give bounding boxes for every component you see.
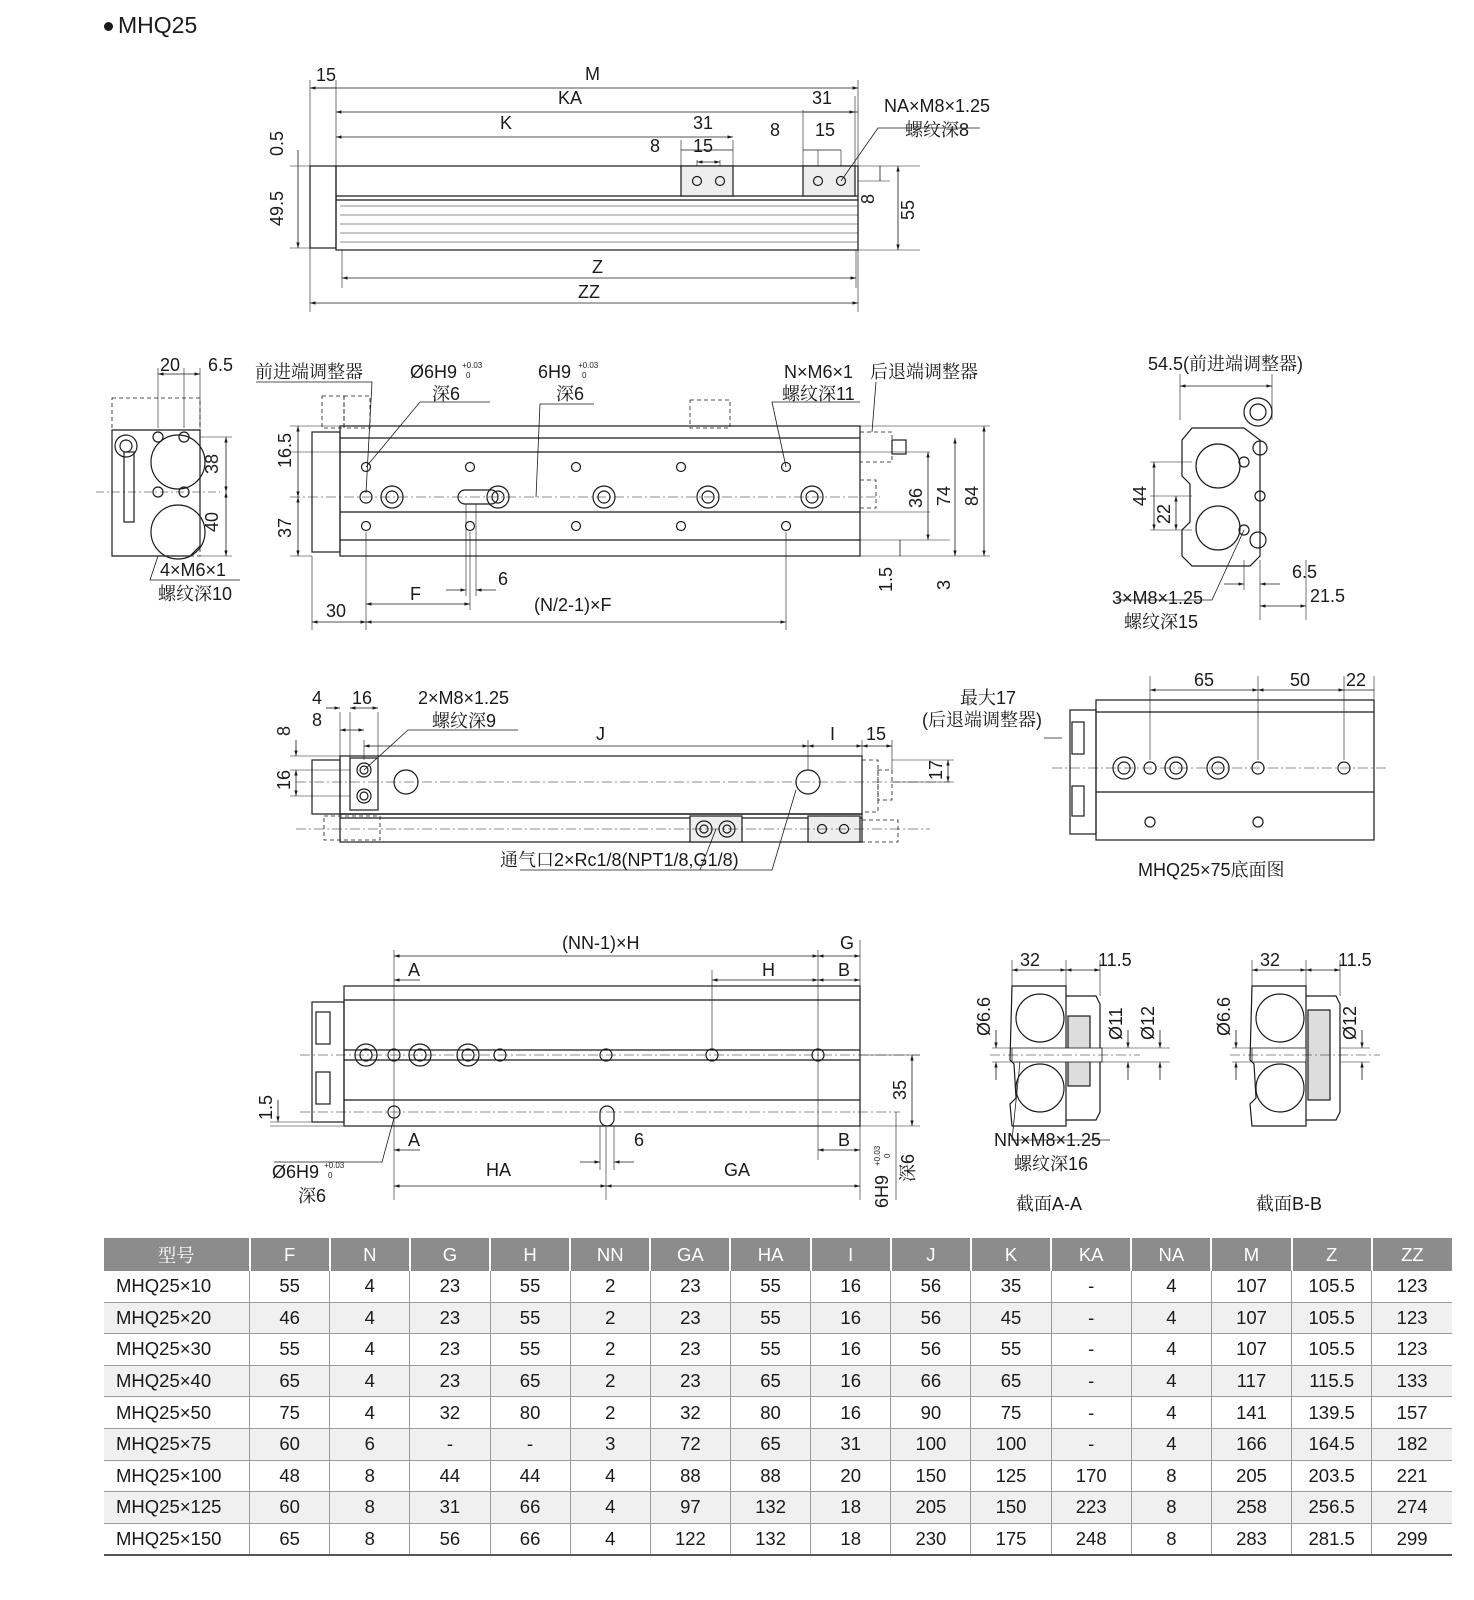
dim-h: H <box>762 960 775 980</box>
value-cell: 31 <box>410 1492 490 1524</box>
dim-35: 35 <box>890 1079 910 1100</box>
column-header: KA <box>1051 1238 1131 1271</box>
dim-8-a: 8 <box>770 120 781 140</box>
dim-phi12-b: Ø12 <box>1340 1005 1360 1040</box>
thread-depth-11: 螺纹深11 <box>782 384 855 404</box>
table-row <box>104 1397 1452 1429</box>
dim-54-5: 54.5(前进端调整器) <box>1148 354 1304 374</box>
thread-note-2: 螺纹深8 <box>905 120 970 140</box>
dim-32-b: 32 <box>1260 950 1281 970</box>
value-cell: 4 <box>330 1397 410 1429</box>
dim-b-bottom: B <box>838 1130 851 1150</box>
value-cell: 32 <box>410 1397 490 1429</box>
table-header-row <box>104 1238 1452 1271</box>
value-cell: 6 <box>330 1428 410 1460</box>
value-cell: 100 <box>891 1428 971 1460</box>
dim-15-b: 15 <box>693 136 714 156</box>
value-cell: 18 <box>811 1523 891 1555</box>
dim-44: 44 <box>1130 485 1150 506</box>
value-cell: 3 <box>570 1428 650 1460</box>
dim-1-5: 1.5 <box>876 566 896 592</box>
dim-z: Z <box>592 257 603 277</box>
column-header: H <box>490 1238 570 1271</box>
value-cell: 256.5 <box>1292 1492 1372 1524</box>
column-header: NN <box>570 1238 650 1271</box>
value-cell: 97 <box>650 1492 730 1524</box>
value-cell: 150 <box>891 1460 971 1492</box>
value-cell: 133 <box>1372 1365 1452 1397</box>
value-cell: 164.5 <box>1292 1428 1372 1460</box>
value-cell: 105.5 <box>1292 1334 1372 1366</box>
dim-8-c: 8 <box>858 193 878 204</box>
value-cell: 205 <box>1211 1460 1291 1492</box>
value-cell: 23 <box>650 1334 730 1366</box>
value-cell: 18 <box>811 1492 891 1524</box>
table-row <box>104 1460 1452 1492</box>
value-cell: 66 <box>490 1523 570 1555</box>
thread-depth-9: 螺纹深9 <box>432 711 497 731</box>
column-header: J <box>891 1238 971 1271</box>
dim-zz: ZZ <box>578 282 600 302</box>
dim-f: F <box>410 584 421 604</box>
section-bb <box>1230 960 1380 1126</box>
value-cell: 55 <box>730 1334 810 1366</box>
value-cell: 32 <box>650 1397 730 1429</box>
table-row <box>104 1334 1452 1366</box>
value-cell: 281.5 <box>1292 1523 1372 1555</box>
dim-31-b: 31 <box>693 113 714 133</box>
tol-lower-4: 0 <box>883 1153 892 1158</box>
dim-8-b: 8 <box>650 136 661 156</box>
column-header: HA <box>730 1238 810 1271</box>
dim-20: 20 <box>160 355 181 375</box>
dim-15: 15 <box>316 65 337 85</box>
dim-ha: HA <box>486 1160 512 1180</box>
value-cell: 4 <box>570 1460 650 1492</box>
value-cell: 4 <box>570 1492 650 1524</box>
value-cell: 274 <box>1372 1492 1452 1524</box>
dimension-table <box>104 1238 1452 1556</box>
dim-1-5-b: 1.5 <box>256 1094 276 1120</box>
value-cell: 65 <box>250 1365 330 1397</box>
value-cell: 16 <box>811 1302 891 1334</box>
tol-upper-1: +0.03 <box>462 361 483 370</box>
front-adjuster-label: 前进端调整器 <box>255 362 363 382</box>
value-cell: 4 <box>330 1302 410 1334</box>
dim-38: 38 <box>202 453 222 474</box>
value-cell: 132 <box>730 1523 810 1555</box>
dim-phi6-6-a: Ø6.6 <box>974 996 994 1036</box>
thread-depth-16: 螺纹深16 <box>1014 1154 1089 1174</box>
value-cell: 4 <box>1131 1271 1211 1302</box>
value-cell: 44 <box>490 1460 570 1492</box>
value-cell: 107 <box>1211 1271 1291 1302</box>
dim-15-mid: 15 <box>866 724 887 744</box>
tol-lower-1: 0 <box>466 371 471 380</box>
dim-ga: GA <box>724 1160 751 1180</box>
value-cell: - <box>1051 1397 1131 1429</box>
dim-22-b: 22 <box>1346 670 1367 690</box>
value-cell: 2 <box>570 1271 650 1302</box>
dim-m: M <box>585 64 600 84</box>
thread-depth-10: 螺纹深10 <box>158 584 233 604</box>
hole-phi6h9-b: Ø6H9 <box>272 1162 320 1182</box>
dim-b-top: B <box>838 960 851 980</box>
model-cell: MHQ25×40 <box>104 1365 250 1397</box>
value-cell: 46 <box>250 1302 330 1334</box>
dim-30: 30 <box>326 601 347 621</box>
bottom-view-labels <box>256 933 918 1208</box>
dim-65: 65 <box>1194 670 1215 690</box>
value-cell: 105.5 <box>1292 1302 1372 1334</box>
dim-ka: KA <box>558 88 583 108</box>
value-cell: - <box>1051 1365 1131 1397</box>
thread-4xm6: 4×M6×1 <box>160 560 227 580</box>
column-header: F <box>250 1238 330 1271</box>
hole-phi6h9: Ø6H9 <box>410 362 458 382</box>
value-cell: 2 <box>570 1365 650 1397</box>
column-header: Z <box>1292 1238 1372 1271</box>
column-header: GA <box>650 1238 730 1271</box>
value-cell: 55 <box>250 1271 330 1302</box>
value-cell: 141 <box>1211 1397 1291 1429</box>
section-bb-caption: 截面B-B <box>1256 1194 1323 1214</box>
top-view-labels <box>267 64 990 302</box>
value-cell: 31 <box>811 1428 891 1460</box>
model-cell: MHQ25×100 <box>104 1460 250 1492</box>
dim-16-top: 16 <box>352 688 373 708</box>
value-cell: 4 <box>570 1523 650 1555</box>
value-cell: 65 <box>490 1365 570 1397</box>
value-cell: 8 <box>1131 1523 1211 1555</box>
bottom-view-75 <box>1052 676 1388 840</box>
value-cell: 88 <box>650 1460 730 1492</box>
dim-31-a: 31 <box>812 88 833 108</box>
value-cell: 45 <box>971 1302 1051 1334</box>
value-cell: 23 <box>650 1365 730 1397</box>
bottom-view-75-caption: MHQ25×75底面图 <box>1138 860 1285 880</box>
value-cell: - <box>1051 1428 1131 1460</box>
value-cell: 44 <box>410 1460 490 1492</box>
dim-6-5-r: 6.5 <box>1292 562 1318 582</box>
value-cell: 60 <box>250 1492 330 1524</box>
value-cell: 230 <box>891 1523 971 1555</box>
value-cell: 16 <box>811 1397 891 1429</box>
value-cell: 205 <box>891 1492 971 1524</box>
section-bb-labels <box>1214 950 1372 1214</box>
value-cell: 4 <box>1131 1428 1211 1460</box>
value-cell: 16 <box>811 1271 891 1302</box>
value-cell: 2 <box>570 1334 650 1366</box>
dim-84: 84 <box>962 485 982 506</box>
column-header: K <box>971 1238 1051 1271</box>
value-cell: 23 <box>410 1334 490 1366</box>
value-cell: 8 <box>330 1460 410 1492</box>
dim-6-5: 6.5 <box>208 355 234 375</box>
dim-j: J <box>596 724 605 744</box>
value-cell: 75 <box>971 1397 1051 1429</box>
hole-depth-6-vert: 深6 <box>898 1153 918 1182</box>
value-cell: 122 <box>650 1523 730 1555</box>
value-cell: 55 <box>490 1334 570 1366</box>
value-cell: - <box>1051 1334 1131 1366</box>
model-cell: MHQ25×30 <box>104 1334 250 1366</box>
dim-17: 17 <box>926 759 946 780</box>
model-cell: MHQ25×150 <box>104 1523 250 1555</box>
column-header: G <box>410 1238 490 1271</box>
value-cell: 123 <box>1372 1302 1452 1334</box>
value-cell: 139.5 <box>1292 1397 1372 1429</box>
value-cell: 48 <box>250 1460 330 1492</box>
table-row <box>104 1271 1452 1302</box>
value-cell: 157 <box>1372 1397 1452 1429</box>
dim-nn-h: (NN-1)×H <box>562 933 640 953</box>
dim-4: 4 <box>312 688 323 708</box>
column-header: N <box>330 1238 410 1271</box>
value-cell: 4 <box>1131 1397 1211 1429</box>
value-cell: 55 <box>490 1271 570 1302</box>
value-cell: 107 <box>1211 1302 1291 1334</box>
value-cell: 72 <box>650 1428 730 1460</box>
value-cell: 125 <box>971 1460 1051 1492</box>
hole-depth-6-a: 深6 <box>432 384 461 404</box>
value-cell: 8 <box>330 1492 410 1524</box>
dim-g: G <box>840 933 855 953</box>
table-row <box>104 1492 1452 1524</box>
table-row <box>104 1365 1452 1397</box>
value-cell: 23 <box>410 1302 490 1334</box>
value-cell: 35 <box>971 1271 1051 1302</box>
value-cell: 55 <box>490 1302 570 1334</box>
dim-8-top: 8 <box>312 710 323 730</box>
dim-36: 36 <box>906 487 926 508</box>
column-header: ZZ <box>1372 1238 1452 1271</box>
value-cell: 56 <box>891 1271 971 1302</box>
value-cell: 65 <box>730 1428 810 1460</box>
value-cell: 182 <box>1372 1428 1452 1460</box>
value-cell: 55 <box>250 1334 330 1366</box>
value-cell: 16 <box>811 1334 891 1366</box>
value-cell: 23 <box>410 1271 490 1302</box>
dim-n-f: (N/2-1)×F <box>534 595 612 615</box>
dim-phi12-a: Ø12 <box>1138 1005 1158 1040</box>
table-row <box>104 1523 1452 1555</box>
thread-nnxm8: NN×M8×1.25 <box>994 1130 1102 1150</box>
middle-view <box>290 708 1062 870</box>
value-cell: - <box>1051 1271 1131 1302</box>
value-cell: 23 <box>650 1302 730 1334</box>
value-cell: 115.5 <box>1292 1365 1372 1397</box>
dim-16-5: 16.5 <box>275 432 295 468</box>
value-cell: 16 <box>811 1365 891 1397</box>
dim-k: K <box>500 113 513 133</box>
dim-a-top: A <box>408 960 421 980</box>
thread-nxm6: N×M6×1 <box>784 362 854 382</box>
tol-lower-2: 0 <box>582 371 587 380</box>
value-cell: 55 <box>730 1302 810 1334</box>
value-cell: 258 <box>1211 1492 1291 1524</box>
value-cell: 221 <box>1372 1460 1452 1492</box>
value-cell: 4 <box>1131 1365 1211 1397</box>
value-cell: 100 <box>971 1428 1051 1460</box>
thread-3xm8: 3×M8×1.25 <box>1112 588 1204 608</box>
dim-37: 37 <box>275 517 295 538</box>
thread-note-1: NA×M8×1.25 <box>884 96 991 116</box>
thread-2xm8: 2×M8×1.25 <box>418 688 510 708</box>
hole-depth-6-b: 深6 <box>556 384 585 404</box>
value-cell: 80 <box>490 1397 570 1429</box>
dim-6: 6 <box>498 569 509 589</box>
value-cell: 123 <box>1372 1271 1452 1302</box>
dim-a-bottom: A <box>408 1130 421 1150</box>
value-cell: 90 <box>891 1397 971 1429</box>
value-cell: 23 <box>650 1271 730 1302</box>
table-body <box>104 1271 1452 1555</box>
dim-49-5: 49.5 <box>267 190 287 226</box>
value-cell: 150 <box>971 1492 1051 1524</box>
value-cell: 175 <box>971 1523 1051 1555</box>
right-end-labels <box>1112 354 1345 632</box>
value-cell: 107 <box>1211 1334 1291 1366</box>
value-cell: 248 <box>1051 1523 1131 1555</box>
value-cell: 117 <box>1211 1365 1291 1397</box>
table-row <box>104 1302 1452 1334</box>
value-cell: 56 <box>891 1302 971 1334</box>
value-cell: 4 <box>330 1365 410 1397</box>
dim-8-left: 8 <box>274 725 294 736</box>
dim-22: 22 <box>1154 503 1174 524</box>
value-cell: 223 <box>1051 1492 1131 1524</box>
hole-6h9: 6H9 <box>538 362 572 382</box>
section-aa-caption: 截面A-A <box>1016 1194 1083 1214</box>
value-cell: 203.5 <box>1292 1460 1372 1492</box>
value-cell: 4 <box>330 1334 410 1366</box>
model-cell: MHQ25×125 <box>104 1492 250 1524</box>
dim-i: I <box>830 724 836 744</box>
value-cell: 65 <box>730 1365 810 1397</box>
dim-21-5: 21.5 <box>1310 586 1346 606</box>
rear-adjuster-label: 后退端调整器 <box>870 362 978 382</box>
dim-55: 55 <box>898 199 918 220</box>
value-cell: 65 <box>250 1523 330 1555</box>
dim-15-a: 15 <box>815 120 836 140</box>
model-cell: MHQ25×20 <box>104 1302 250 1334</box>
table-row <box>104 1428 1452 1460</box>
value-cell: 166 <box>1211 1428 1291 1460</box>
value-cell: 23 <box>410 1365 490 1397</box>
dim-16-left: 16 <box>274 769 294 790</box>
value-cell: 88 <box>730 1460 810 1492</box>
value-cell: 283 <box>1211 1523 1291 1555</box>
value-cell: 80 <box>730 1397 810 1429</box>
dim-40: 40 <box>202 511 222 532</box>
value-cell: 105.5 <box>1292 1271 1372 1302</box>
dim-11-5-a: 11.5 <box>1098 950 1132 970</box>
value-cell: 4 <box>1131 1334 1211 1366</box>
dim-74: 74 <box>934 485 954 506</box>
column-header: I <box>811 1238 891 1271</box>
value-cell: 55 <box>971 1334 1051 1366</box>
value-cell: - <box>1051 1302 1131 1334</box>
tol-upper-4: +0.03 <box>873 1145 882 1166</box>
value-cell: 4 <box>330 1271 410 1302</box>
hole-depth-6-c: 深6 <box>298 1186 327 1206</box>
model-cell: MHQ25×75 <box>104 1428 250 1460</box>
column-header: 型号 <box>104 1238 250 1271</box>
tol-upper-2: +0.03 <box>578 361 599 370</box>
dim-phi6-6-b: Ø6.6 <box>1214 996 1234 1036</box>
bottom-view-75-labels <box>1138 670 1366 880</box>
dim-phi11: Ø11 <box>1106 1007 1126 1040</box>
value-cell: 299 <box>1372 1523 1452 1555</box>
value-cell: 8 <box>330 1523 410 1555</box>
dim-6-b: 6 <box>634 1130 645 1150</box>
value-cell: 8 <box>1131 1492 1211 1524</box>
model-title: MHQ25 <box>118 12 198 38</box>
rear-adjuster-max-label: (后退端调整器) <box>922 710 1042 730</box>
value-cell: 75 <box>250 1397 330 1429</box>
dim-50: 50 <box>1290 670 1311 690</box>
value-cell: - <box>410 1428 490 1460</box>
section-aa <box>990 960 1170 1140</box>
value-cell: 2 <box>570 1397 650 1429</box>
left-end-labels <box>158 355 233 604</box>
model-cell: MHQ25×10 <box>104 1271 250 1302</box>
value-cell: 132 <box>730 1492 810 1524</box>
thread-depth-15: 螺纹深15 <box>1124 612 1199 632</box>
column-header: M <box>1211 1238 1291 1271</box>
value-cell: 20 <box>811 1460 891 1492</box>
value-cell: 123 <box>1372 1334 1452 1366</box>
value-cell: 66 <box>891 1365 971 1397</box>
tol-lower-3: 0 <box>328 1171 333 1180</box>
value-cell: 2 <box>570 1302 650 1334</box>
dim-3: 3 <box>934 579 954 590</box>
value-cell: 55 <box>730 1271 810 1302</box>
port-note: 通气口2×Rc1/8(NPT1/8,G1/8) <box>500 850 739 870</box>
bottom-view <box>270 940 920 1200</box>
tol-upper-3: +0.03 <box>324 1161 345 1170</box>
dim-0-5: 0.5 <box>267 130 287 156</box>
value-cell: 66 <box>490 1492 570 1524</box>
value-cell: - <box>490 1428 570 1460</box>
value-cell: 56 <box>410 1523 490 1555</box>
dim-11-5-b: 11.5 <box>1338 950 1372 970</box>
dim-32-a: 32 <box>1020 950 1041 970</box>
value-cell: 170 <box>1051 1460 1131 1492</box>
value-cell: 65 <box>971 1365 1051 1397</box>
model-cell: MHQ25×50 <box>104 1397 250 1429</box>
value-cell: 56 <box>891 1334 971 1366</box>
column-header: NA <box>1131 1238 1211 1271</box>
middle-view-labels <box>274 688 1042 870</box>
value-cell: 4 <box>1131 1302 1211 1334</box>
hole-6h9-vert: 6H9 <box>872 1174 892 1208</box>
value-cell: 60 <box>250 1428 330 1460</box>
max-17-label: 最大17 <box>960 688 1017 708</box>
value-cell: 8 <box>1131 1460 1211 1492</box>
